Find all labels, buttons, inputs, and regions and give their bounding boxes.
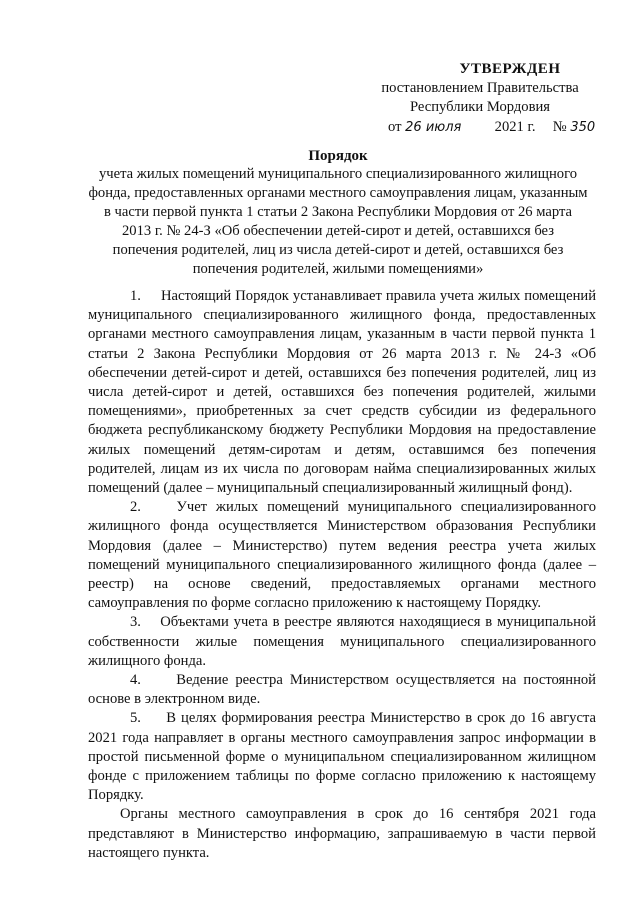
paragraph-5: 5. В целях формирования реестра Министерство в срок до 16 августа 2021 года направляет в органы местного самоуправления запрос информации в простой письменной форме о муниципальном специализированном жилищном фонде с приложением таблицы по форме согласно приложению к настоящему Порядку. [88, 710, 596, 804]
paragraph-2: 2. Учет жилых помещений муниципального специализированного жилищного фонда осуществляется Министерством образования Республики Мордовия (далее – Министерство) путем ведения реестра учета жилых помещений муниципального специализированного жилищного фонда (далее – реестр) на основе сведений, предоставляемых органами местного самоуправления по форме согласно приложению к настоящему Порядку. [88, 499, 596, 612]
approval-date [360, 118, 600, 137]
approval-stamp [360, 60, 600, 137]
approval-line-1: постановлением Правительства [381, 80, 579, 97]
handwritten-number: 350 [570, 119, 596, 135]
paragraph-3: 3. Объектами учета в реестре являются находящиеся в муниципальной собственности жилые помещения муниципального специализированного жилищного фонда. [88, 614, 596, 669]
date-prefix: от [388, 118, 402, 135]
document-subtitle: учета жилых помещений муниципального специализированного жилищного фонда, предоставленных органами местного самоуправления лицам, указанным в части первой пункта 1 статьи 2 Закона Республики Мордовия от 26 марта 2013 г. № 24-З «Об обеспечении детей-сирот и детей, оставшихся без попечения родителей, лиц из числа детей-сирот и детей, оставшихся без попечения родителей, жилыми помещениями» [88, 166, 588, 277]
approval-line-2: Республики Мордовия [409, 99, 550, 116]
document-title: Порядок [308, 148, 368, 164]
number-sign: № [552, 118, 567, 135]
date-year: 2021 г. [494, 118, 536, 135]
paragraph-5-part-2: Органы местного самоуправления в срок до 16 сентября 2021 года представляют в Министерство информацию, запрашиваемую в части первой настоящего пункта. [88, 806, 596, 861]
paragraph-4: 4. Ведение реестра Министерством осуществляется на постоянной основе в электронном виде. [88, 672, 596, 708]
paragraph-1: 1. Настоящий Порядок устанавливает правила учета жилых помещений муниципального специализированного жилищного фонда, предоставленных органами местного самоуправления лицам, указанным в части первой пункта 1 статьи 2 Закона Республики Мордовия от 26 марта 2013 г. № 24-З «Об обеспечении детей-сирот и детей, оставшихся без попечения родителей, лиц из числа детей-сирот и детей, оставшихся без попечения родителей, жилыми помещениями», приобретенных за счет средств субсидии из федерального бюджета республиканскому бюджету Республики Мордовия на предоставление жилых помещений детям-сиротам и детям, оставшимся без попечения родителей, лицам из их числа по договорам найма специализированных жилых помещений (далее – муниципальный специализированный жилищный фонд). [88, 288, 596, 497]
document-body [88, 287, 596, 863]
handwritten-date: 26 июля [405, 119, 462, 135]
approval-heading: УТВЕРЖДЕН [459, 61, 561, 77]
